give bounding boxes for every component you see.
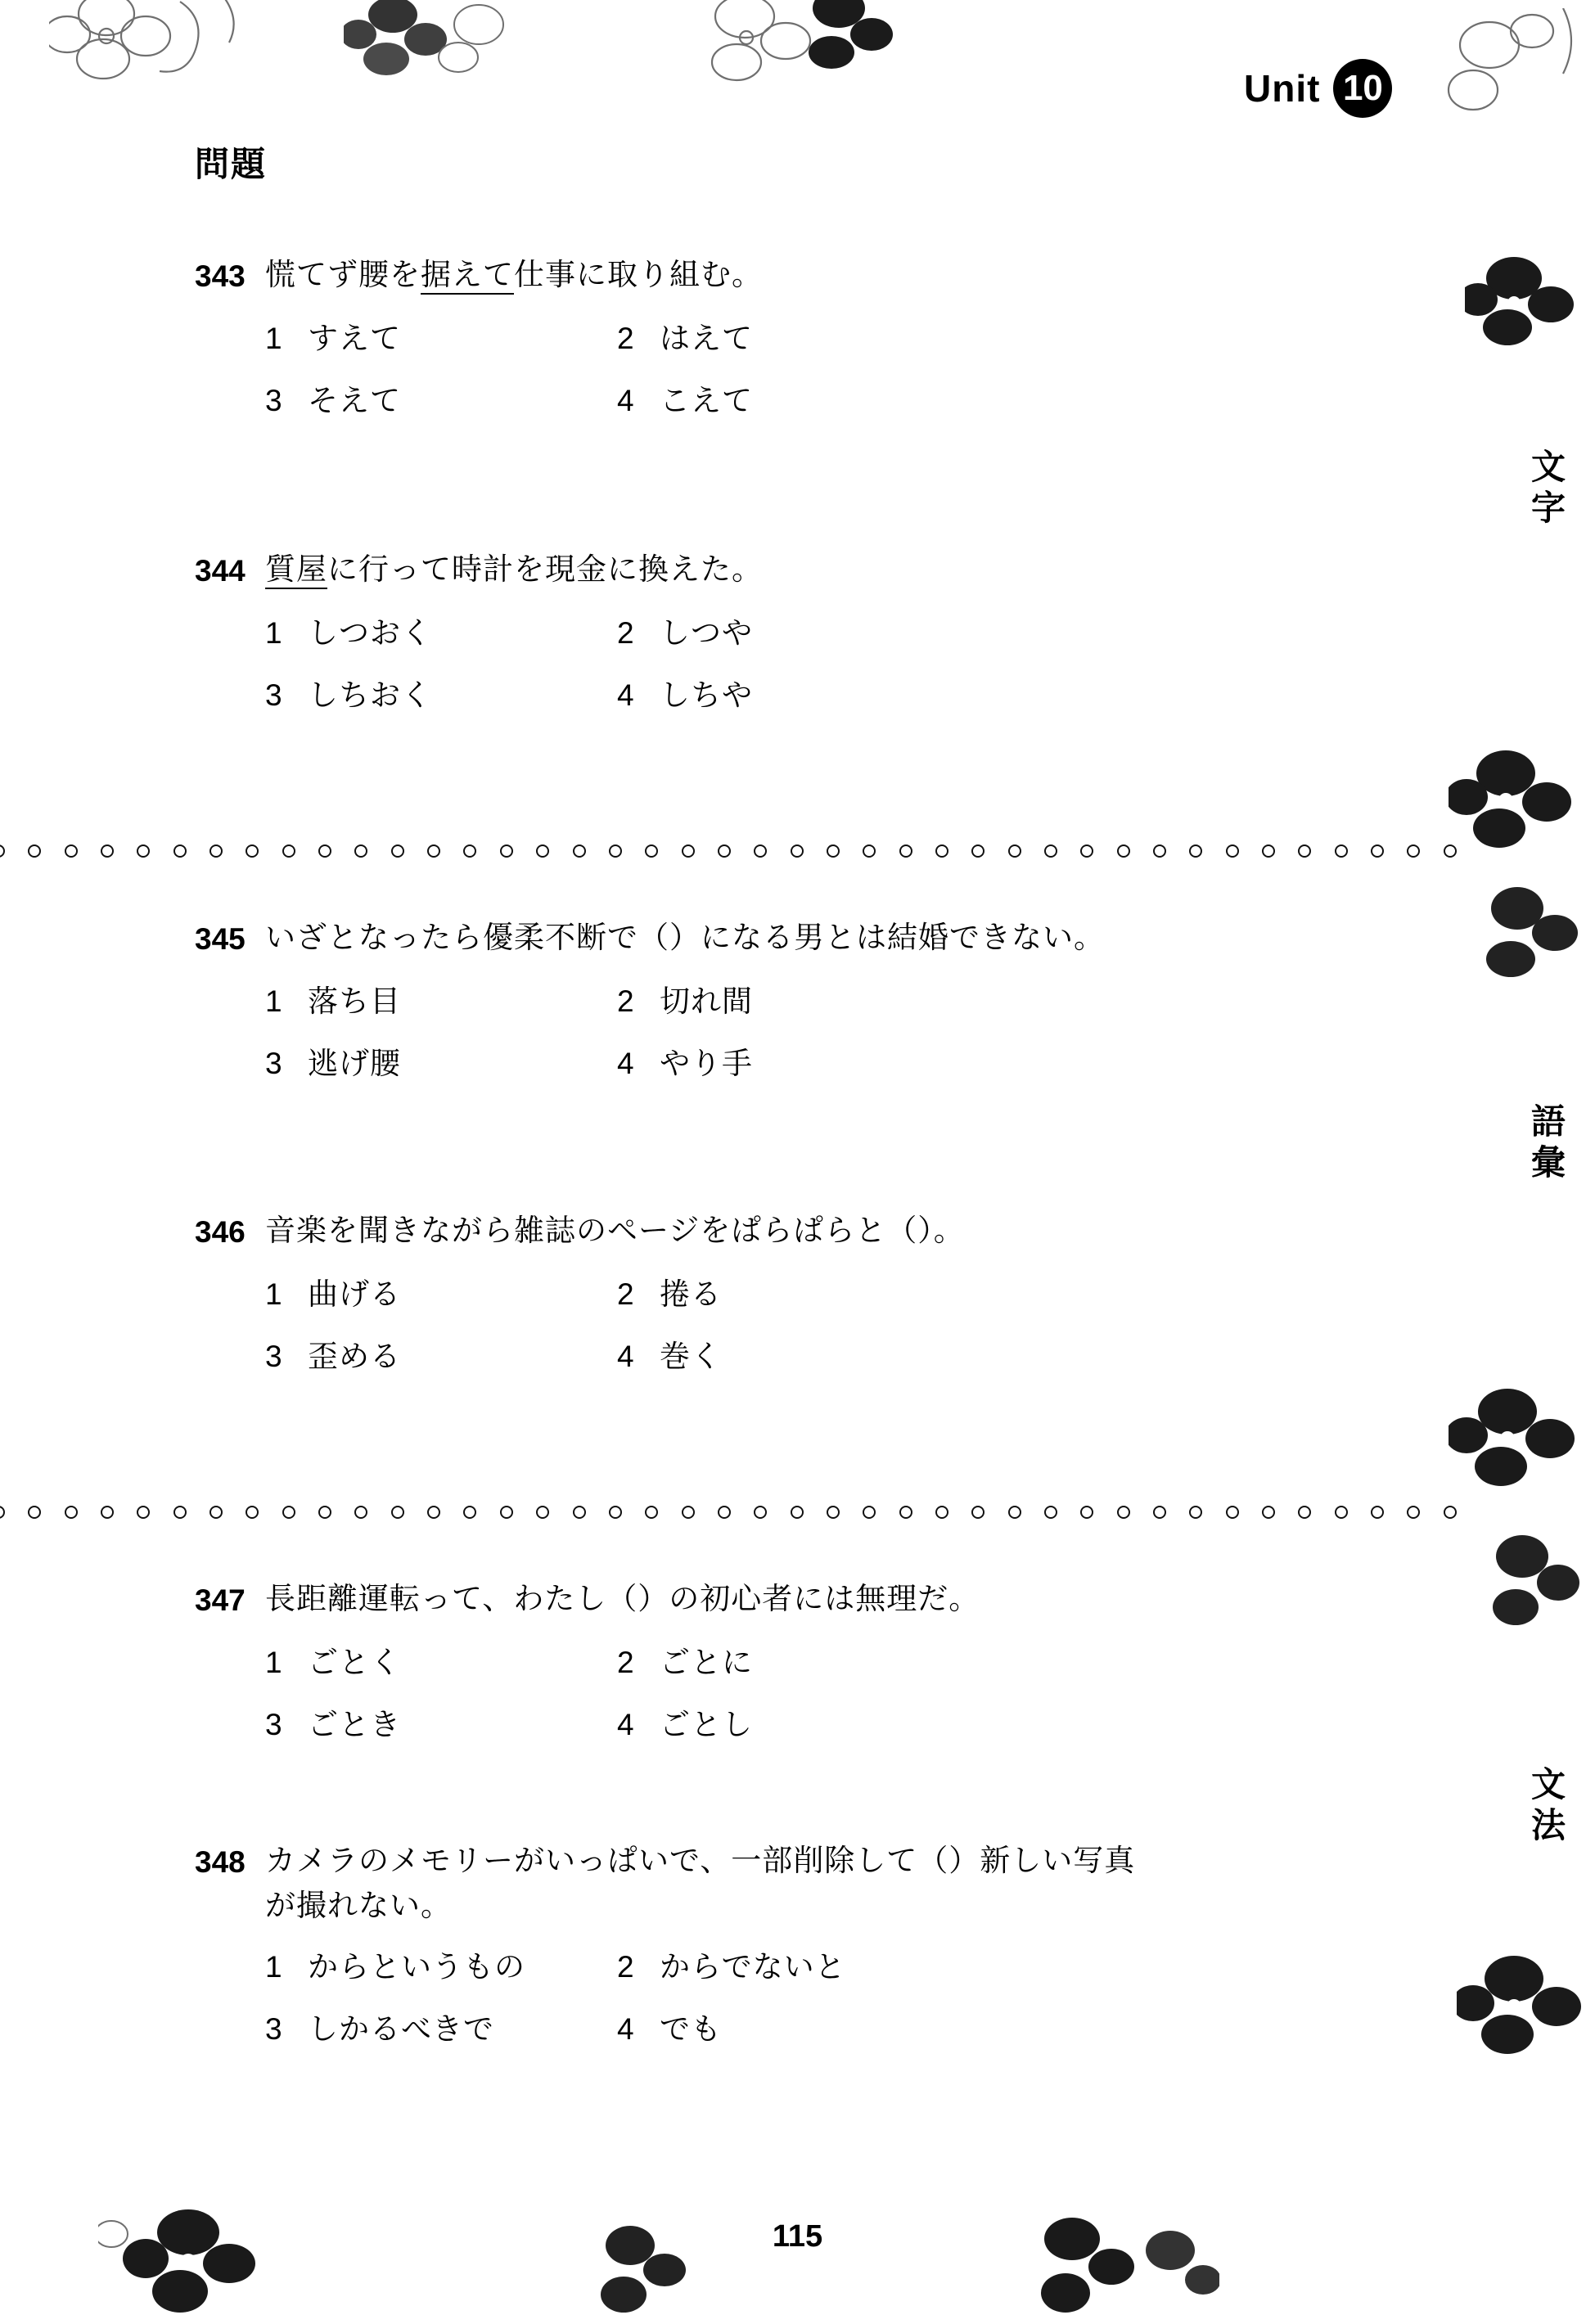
choice-label: 切れ間 [660, 983, 753, 1019]
flower-decoration-right-1 [1465, 245, 1595, 368]
question-number: 348 [195, 1845, 246, 1879]
choice-label: はえて [660, 320, 753, 356]
choice-label: 落ち目 [308, 983, 401, 1019]
question-number: 347 [195, 1583, 246, 1617]
choice-number: 3 [265, 1339, 283, 1373]
question-text: 質屋に行って時計を現金に換えた。 [265, 548, 763, 592]
choice-list [265, 313, 1406, 420]
choice-number: 1 [265, 615, 283, 650]
choice-number: 1 [265, 984, 283, 1018]
question-number: 344 [195, 554, 246, 588]
question-347 [195, 1578, 1406, 1744]
choice-item[interactable] [265, 1700, 617, 1744]
choice-item[interactable] [265, 1637, 617, 1682]
page-title: 問題 [195, 144, 268, 184]
choice-number: 3 [265, 383, 283, 417]
question-348 [195, 1840, 1406, 2048]
choice-item[interactable] [617, 1700, 1406, 1744]
flower-decoration-right-4 [1449, 1375, 1595, 1522]
underlined-word: 質屋 [265, 552, 327, 589]
underlined-word: 据えて [421, 257, 514, 295]
choice-item[interactable] [617, 670, 1406, 714]
choice-item[interactable] [617, 1942, 1406, 1986]
choice-item[interactable] [617, 313, 1406, 358]
choice-list [265, 1942, 1406, 2048]
question-344 [195, 548, 1406, 714]
flower-decoration-top-center [344, 0, 524, 90]
choice-label: ごとに [660, 1644, 753, 1680]
choice-number: 4 [617, 1046, 635, 1080]
choice-label: からというもの [308, 1949, 525, 1985]
choice-list [265, 608, 1406, 714]
question-number: 345 [195, 922, 246, 956]
choice-item[interactable] [265, 313, 617, 358]
question-stem [195, 254, 1406, 299]
question-text: いざとなったら優柔不断で（）になる男とは結婚できない。 [265, 920, 1105, 955]
choice-item[interactable] [265, 2004, 617, 2048]
choice-item[interactable] [617, 2004, 1406, 2048]
flower-decoration-bottom-left [98, 2193, 311, 2324]
flower-decoration-right-5 [1473, 1522, 1595, 1645]
question-text: カメラのメモリーがいっぱいで、一部削除して（）新しい写真 [265, 1843, 1136, 1878]
choice-label: やり手 [660, 1045, 753, 1081]
choice-label: 巻く [660, 1338, 722, 1374]
flower-decoration-right-2 [1449, 736, 1595, 876]
choice-number: 1 [265, 1950, 283, 1984]
unit-number-badge: 10 [1333, 59, 1392, 118]
choice-label: からでないと [660, 1949, 846, 1985]
flower-decoration-right-3 [1465, 876, 1595, 1007]
unit-badge [1244, 59, 1392, 118]
choice-number: 3 [265, 678, 283, 712]
choice-label: ごとき [308, 1706, 401, 1742]
choice-number: 4 [617, 678, 635, 712]
unit-label: Unit [1244, 67, 1321, 110]
choice-label: しつや [660, 615, 753, 651]
flower-decoration-top-right [1440, 8, 1595, 147]
question-stem [195, 1578, 1406, 1623]
choice-item[interactable] [617, 608, 1406, 652]
section-divider-1 [0, 843, 1457, 859]
choice-number: 4 [617, 1707, 635, 1741]
question-stem [195, 548, 1406, 593]
choice-number: 3 [265, 2012, 283, 2047]
side-tab-goi: 語彙 [1526, 1103, 1566, 1185]
choice-item[interactable] [265, 670, 617, 714]
choice-list [265, 1269, 1406, 1376]
question-number: 343 [195, 259, 246, 293]
question-346 [195, 1209, 1406, 1376]
side-tab-moji: 文字 [1526, 448, 1566, 530]
choice-label: すえて [308, 320, 401, 356]
choice-item[interactable] [265, 1038, 617, 1083]
choice-number: 2 [617, 984, 635, 1018]
choice-item[interactable] [265, 1942, 617, 1986]
choice-label: 逃げ腰 [308, 1045, 401, 1081]
question-text-continuation: が撮れない。 [265, 1887, 452, 1923]
choice-label: 捲る [660, 1276, 722, 1312]
choice-label: 曲げる [308, 1276, 401, 1312]
choice-label: そえて [308, 382, 401, 418]
page-number: 115 [772, 2219, 823, 2254]
choice-item[interactable] [617, 1038, 1406, 1083]
flower-decoration-right-6 [1457, 1939, 1595, 2087]
choice-number: 1 [265, 321, 283, 355]
choice-item[interactable] [265, 1269, 617, 1313]
choice-label: 歪める [308, 1338, 401, 1374]
choice-item[interactable] [617, 1331, 1406, 1376]
choice-number: 3 [265, 1046, 283, 1080]
choice-label: こえて [660, 382, 753, 418]
choice-number: 2 [617, 1645, 635, 1679]
flower-decoration-top-mid [687, 0, 900, 98]
choice-list [265, 976, 1406, 1083]
question-stem [195, 1840, 1406, 1885]
question-345 [195, 917, 1406, 1083]
choice-item[interactable] [617, 376, 1406, 420]
choice-label: ごとく [308, 1644, 401, 1680]
choice-label: しちおく [308, 677, 432, 713]
choice-item[interactable] [265, 608, 617, 652]
choice-list [265, 1637, 1406, 1744]
section-divider-2 [0, 1504, 1457, 1520]
choice-number: 4 [617, 1339, 635, 1373]
choice-label: しかるべきで [308, 2011, 494, 2047]
question-text: 音楽を聞きながら雑誌のページをぱらぱらと（）。 [265, 1213, 965, 1248]
choice-number: 1 [265, 1277, 283, 1311]
choice-item[interactable] [617, 976, 1406, 1020]
choice-item[interactable] [265, 376, 617, 420]
side-tab-bunpou: 文法 [1526, 1766, 1566, 1848]
choice-number: 1 [265, 1645, 283, 1679]
choice-label: しちや [660, 677, 753, 713]
question-text: 長距離運転って、わたし（）の初心者には無理だ。 [265, 1581, 980, 1616]
flower-decoration-top-left [49, 0, 319, 92]
question-343 [195, 254, 1406, 420]
choice-number: 2 [617, 1950, 635, 1984]
choice-number: 3 [265, 1707, 283, 1741]
choice-item[interactable] [617, 1269, 1406, 1313]
choice-number: 2 [617, 1277, 635, 1311]
choice-number: 2 [617, 615, 635, 650]
choice-number: 4 [617, 2012, 635, 2047]
question-number: 346 [195, 1215, 246, 1249]
choice-number: 4 [617, 383, 635, 417]
choice-number: 2 [617, 321, 635, 355]
choice-label: でも [660, 2011, 722, 2047]
choice-item[interactable] [265, 1331, 617, 1376]
choice-item[interactable] [617, 1637, 1406, 1682]
question-stem [195, 917, 1406, 962]
choice-label: しつおく [308, 615, 432, 651]
choice-label: ごとし [660, 1706, 753, 1742]
choice-item[interactable] [265, 976, 617, 1020]
question-stem [195, 1209, 1406, 1254]
question-text: 慌てず腰を据えて仕事に取り組む。 [265, 254, 763, 297]
